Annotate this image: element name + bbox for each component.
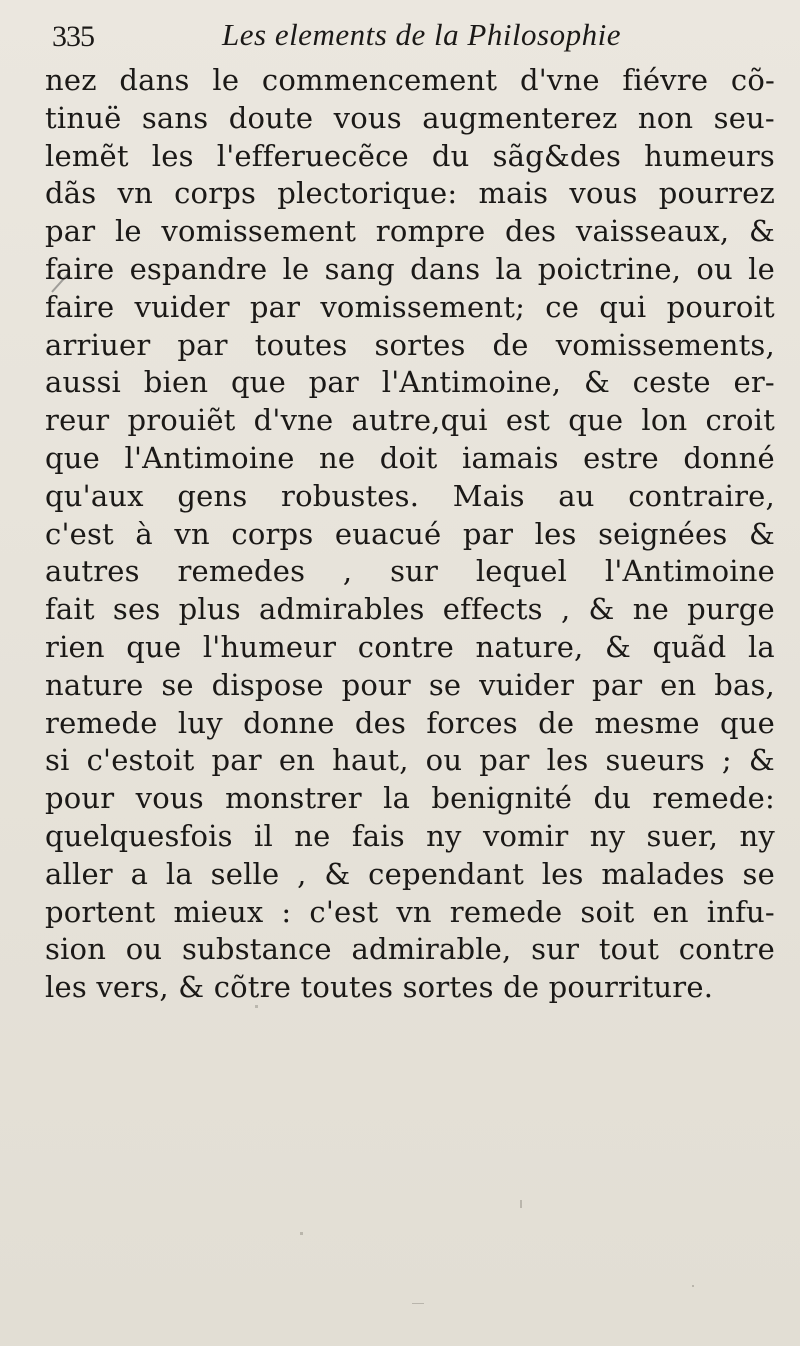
paper-speck bbox=[520, 1200, 522, 1208]
text-line: autres remedes , sur lequel l'Antimoine bbox=[45, 554, 775, 589]
body-text bbox=[45, 62, 775, 1007]
paper-speck bbox=[255, 1005, 258, 1008]
text-line: pour vous monstrer la benignité du remede: bbox=[45, 781, 775, 816]
text-line: remede luy donne des forces de mesme que bbox=[45, 705, 775, 740]
text-line: aller a la selle , & cependant les malades se bbox=[45, 856, 775, 891]
text-line: lemẽt les l'efferuecẽce du sãg&des humeurs bbox=[45, 138, 775, 173]
page-number: 335 bbox=[52, 20, 94, 53]
text-line: nature se dispose pour se vuider par en bas, bbox=[45, 667, 775, 702]
text-line: fait ses plus admirables effects , & ne purge bbox=[45, 592, 775, 627]
text-line: reur prouiẽt d'vne autre,qui est que lon croit bbox=[45, 403, 775, 438]
text-line: aussi bien que par l'Antimoine, & ceste er- bbox=[45, 365, 775, 400]
text-line: c'est à vn corps euacué par les seignées & bbox=[45, 516, 775, 551]
page-header bbox=[40, 14, 760, 54]
text-line: quelquesfois il ne fais ny vomir ny suer, ny bbox=[45, 818, 775, 853]
text-line: les vers, & cõtre toutes sortes de pourriture. bbox=[45, 970, 714, 1005]
text-line: nez dans le commencement d'vne fiévre cõ- bbox=[45, 63, 775, 97]
paper-speck bbox=[412, 1303, 424, 1304]
text-line: par le vomissement rompre des vaisseaux, & bbox=[45, 214, 775, 249]
text-line: sion ou substance admirable, sur tout contre bbox=[45, 932, 775, 967]
text-line: portent mieux : c'est vn remede soit en infu- bbox=[45, 894, 775, 929]
text-line: qu'aux gens robustes. Mais au contraire, bbox=[45, 478, 775, 513]
text-line: faire espandre le sang dans la poictrine, ou le bbox=[45, 251, 775, 286]
text-line: que l'Antimoine ne doit iamais estre donné bbox=[45, 440, 775, 475]
text-line: si c'estoit par en haut, ou par les sueurs ; & bbox=[45, 743, 775, 778]
paper-speck bbox=[300, 1232, 303, 1235]
text-line: faire vuider par vomissement; ce qui pouroit bbox=[45, 289, 775, 324]
text-line: rien que l'humeur contre nature, & quãd la bbox=[45, 629, 775, 664]
paper-speck bbox=[692, 1285, 694, 1287]
running-title: Les elements de la Philosophie bbox=[222, 17, 621, 52]
text-line: tinuë sans doute vous augmenterez non seu- bbox=[45, 100, 775, 135]
text-line: dãs vn corps plectorique: mais vous pourrez bbox=[45, 176, 775, 211]
text-line: arriuer par toutes sortes de vomissements, bbox=[45, 327, 775, 362]
